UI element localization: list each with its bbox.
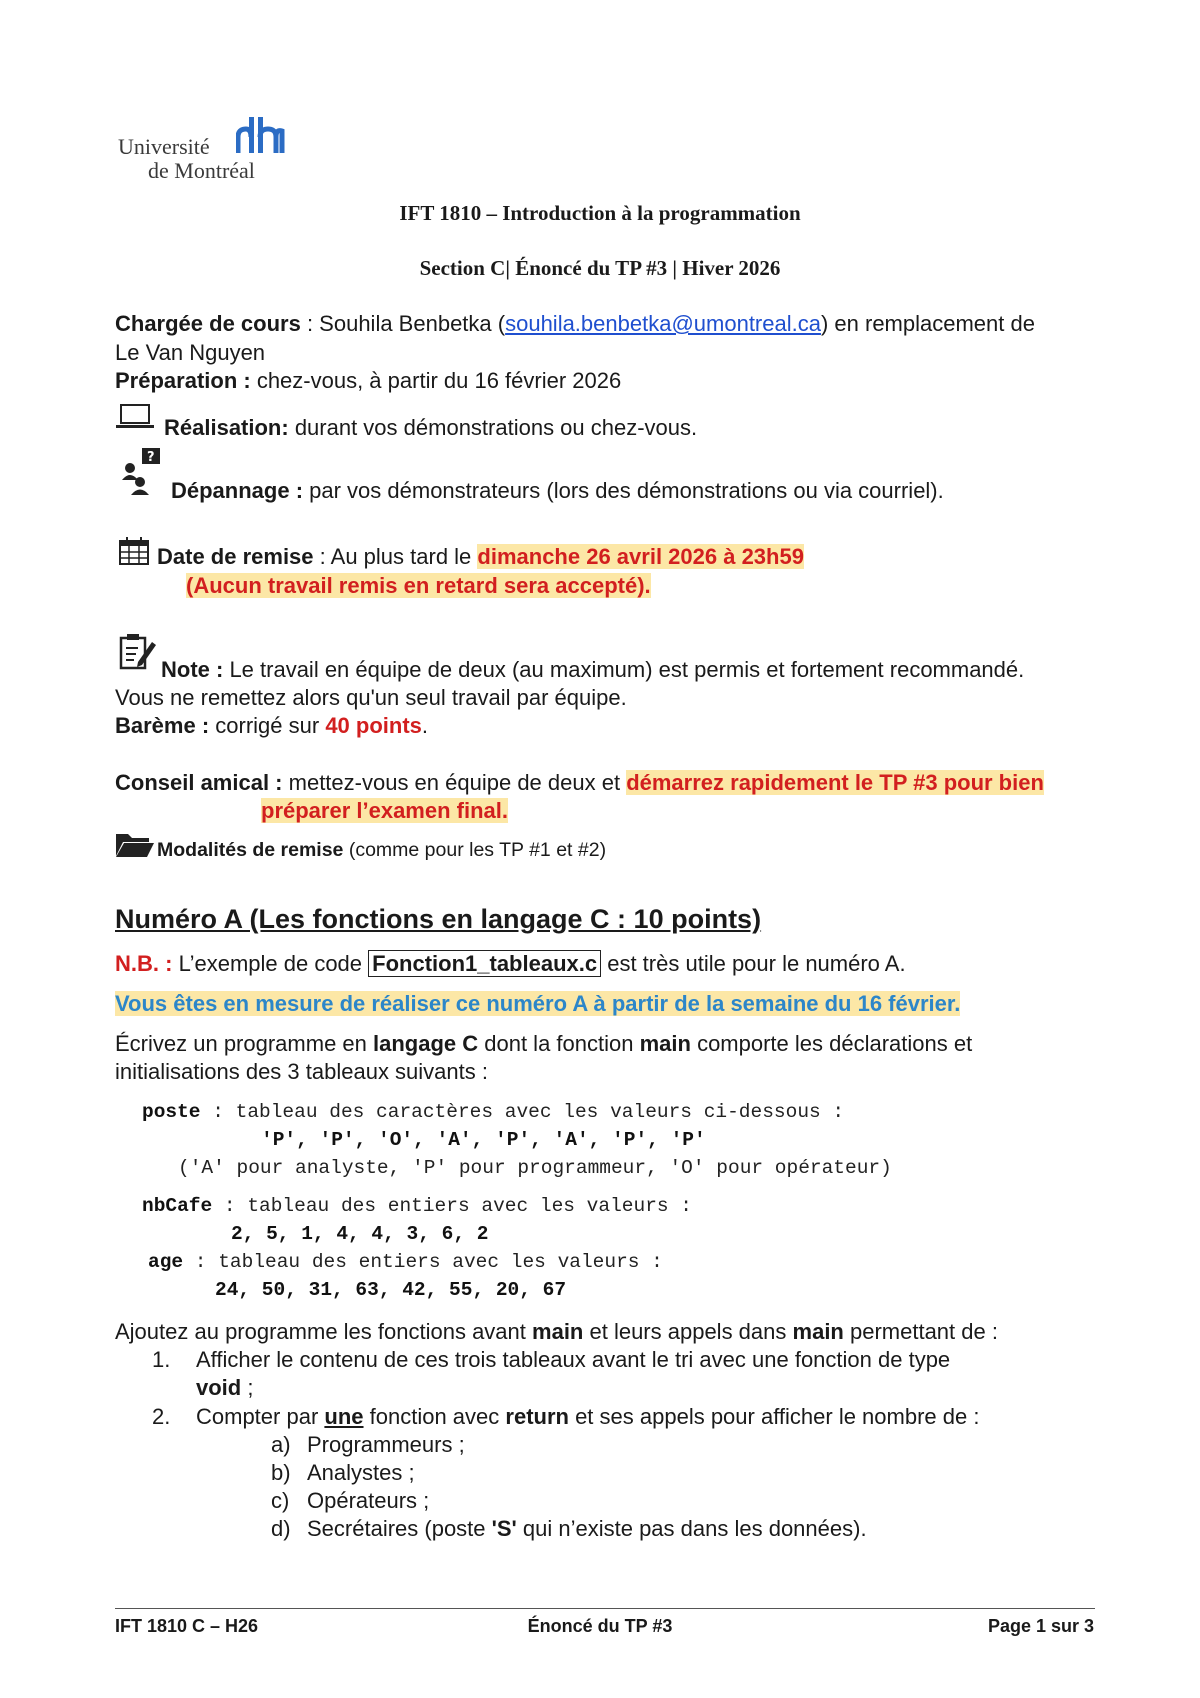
code-nbcafe-desc: : tableau des entiers avec les valeurs : [212, 1195, 692, 1217]
code-age-line [148, 1251, 663, 1273]
conseil-line-2 [261, 798, 508, 824]
list-item-1-text: Afficher le contenu de ces trois tableaux avant le tri avec une fonction de type [196, 1347, 951, 1372]
university-logo [118, 135, 255, 183]
conseil-line [115, 770, 1044, 796]
intro-line-2: initialisations des 3 tableaux suivants : [115, 1059, 488, 1084]
page-title: IFT 1810 – Introduction à la programmation [399, 201, 801, 225]
blue-note: Vous êtes en mesure de réaliser ce numéro A à partir de la semaine du 16 février. [115, 991, 961, 1016]
modalites-line [157, 839, 606, 862]
instructor-line-2: Le Van Nguyen [115, 340, 266, 365]
instructor-after: ) en remplacement de [820, 311, 1035, 336]
nb-end: est très utile pour le numéro A. [601, 951, 906, 976]
depannage-label: Dépannage : [171, 478, 304, 503]
intro-line [115, 1031, 972, 1057]
code-nbcafe-line [142, 1195, 692, 1217]
due-date-value: dimanche 26 avril 2026 à 23h59 [477, 544, 804, 569]
bareme-line [115, 713, 428, 739]
footer-center: Énoncé du TP #3 [527, 1616, 673, 1636]
preparation-text: chez-vous, à partir du 16 février 2026 [250, 368, 622, 393]
code-age-name: age [148, 1251, 184, 1273]
realisation-line [164, 415, 697, 441]
intro-text-1: Écrivez un programme en [115, 1031, 373, 1056]
list-item-1-num: 1. [152, 1347, 171, 1372]
bareme-label: Barème : [115, 713, 210, 738]
note-text: Le travail en équipe de deux (au maximum) est permis et fortement recommandé. [223, 657, 1025, 682]
footer-divider [115, 1608, 1095, 1609]
nb-text: L’exemple de code [172, 951, 369, 976]
late-warning-line [186, 573, 651, 599]
university-emblem-icon [236, 115, 286, 155]
blue-note-line [115, 991, 960, 1017]
conseil-highlight-2: préparer l’examen final. [261, 798, 508, 823]
list-item-2-num: 2. [152, 1404, 171, 1429]
intro-bold-1: langage C [373, 1031, 479, 1056]
code-poste-line [142, 1101, 844, 1123]
code-poste-values: 'P', 'P', 'O', 'A', 'P', 'A', 'P', 'P' [261, 1129, 706, 1151]
add-functions-line: Ajoutez au programme les fonctions avant main et leurs appels dans main permettant de : [115, 1319, 998, 1344]
calendar-icon [118, 536, 150, 566]
nb-label: N.B. : [115, 951, 173, 976]
instructor-text: : Souhila Benbetka ( [300, 311, 506, 336]
subitem-b: b) Analystes ; [271, 1460, 415, 1485]
depannage-line [171, 478, 944, 504]
code-nbcafe-name: nbCafe [142, 1195, 213, 1217]
note-line-2: Vous ne remettez alors qu'un seul travail par équipe. [115, 685, 627, 710]
late-warning: (Aucun travail remis en retard sera accepté). [186, 573, 651, 598]
subitem-a: a) Programmeurs ; [271, 1432, 465, 1457]
preparation-line [115, 368, 621, 394]
depannage-text: par vos démonstrateurs (lors des démonstrations ou via courriel). [303, 478, 944, 503]
instructor-email-link[interactable]: souhila.benbetka@umontreal.ca [505, 311, 821, 336]
nb-line [115, 951, 906, 977]
list-item-1-line-2: void ; [196, 1375, 254, 1400]
bareme-points: 40 points [325, 713, 422, 738]
intro-text-2: dont la fonction [478, 1031, 640, 1056]
instructor-label: Chargée de cours [115, 311, 301, 336]
intro-bold-2: main [639, 1031, 691, 1056]
preparation-label: Préparation : [115, 368, 251, 393]
subitem-d: d) Secrétaires (poste 'S' qui n’existe pas dans les données). [271, 1516, 867, 1541]
realisation-label: Réalisation: [164, 415, 289, 440]
footer-left: IFT 1810 C – H26 [115, 1616, 259, 1636]
bareme-end: . [421, 713, 429, 738]
logo-line-1: Université [118, 134, 210, 159]
page-subtitle: Section C| Énoncé du TP #3 | Hiver 2026 [419, 256, 781, 280]
footer-right: Page 1 sur 3 [987, 1616, 1094, 1636]
logo-line-2: de Montréal [148, 158, 255, 183]
conseil-highlight-1: démarrez rapidement le TP #3 pour bien [626, 770, 1044, 795]
example-file-name: Fonction1_tableaux.c [368, 950, 601, 977]
subitem-c: c) Opérateurs ; [271, 1488, 430, 1513]
realisation-text: durant vos démonstrations ou chez-vous. [288, 415, 698, 440]
code-poste-name: poste [142, 1101, 201, 1123]
section-a-title: Numéro A (Les fonctions en langage C : 10 points) [115, 904, 762, 934]
note-label: Note : [161, 657, 224, 682]
instructor-line [115, 311, 1035, 337]
clipboard-note-icon [118, 632, 158, 672]
note-line [161, 657, 1024, 683]
modalites-text: (comme pour les TP #1 et #2) [343, 839, 607, 861]
code-poste-desc: : tableau des caractères avec les valeurs ci-dessous : [200, 1101, 845, 1123]
laptop-icon [115, 403, 155, 431]
due-date-text: : Au plus tard le [313, 544, 478, 569]
list-item-2: 2. Compter par une fonction avec return et ses appels pour afficher le nombre de : [152, 1404, 980, 1429]
due-date-label: Date de remise [157, 544, 314, 569]
conseil-text: mettez-vous en équipe de deux et [282, 770, 627, 795]
code-age-desc: : tableau des entiers avec les valeurs : [183, 1251, 663, 1273]
code-nbcafe-values: 2, 5, 1, 4, 4, 3, 6, 2 [231, 1223, 489, 1245]
bareme-text: corrigé sur [209, 713, 326, 738]
intro-text-3: comporte les déclarations et [690, 1031, 973, 1056]
due-date-line [157, 544, 804, 570]
code-age-values: 24, 50, 31, 63, 42, 55, 20, 67 [215, 1279, 567, 1301]
conseil-label: Conseil amical : [115, 770, 283, 795]
help-people-icon [120, 446, 164, 496]
modalites-label: Modalités de remise [157, 839, 344, 861]
list-item-1 [152, 1347, 950, 1373]
code-poste-legend: ('A' pour analyste, 'P' pour programmeur, 'O' pour opérateur) [178, 1157, 892, 1179]
svg-text:?: ? [147, 450, 155, 465]
folder-icon [115, 830, 155, 858]
